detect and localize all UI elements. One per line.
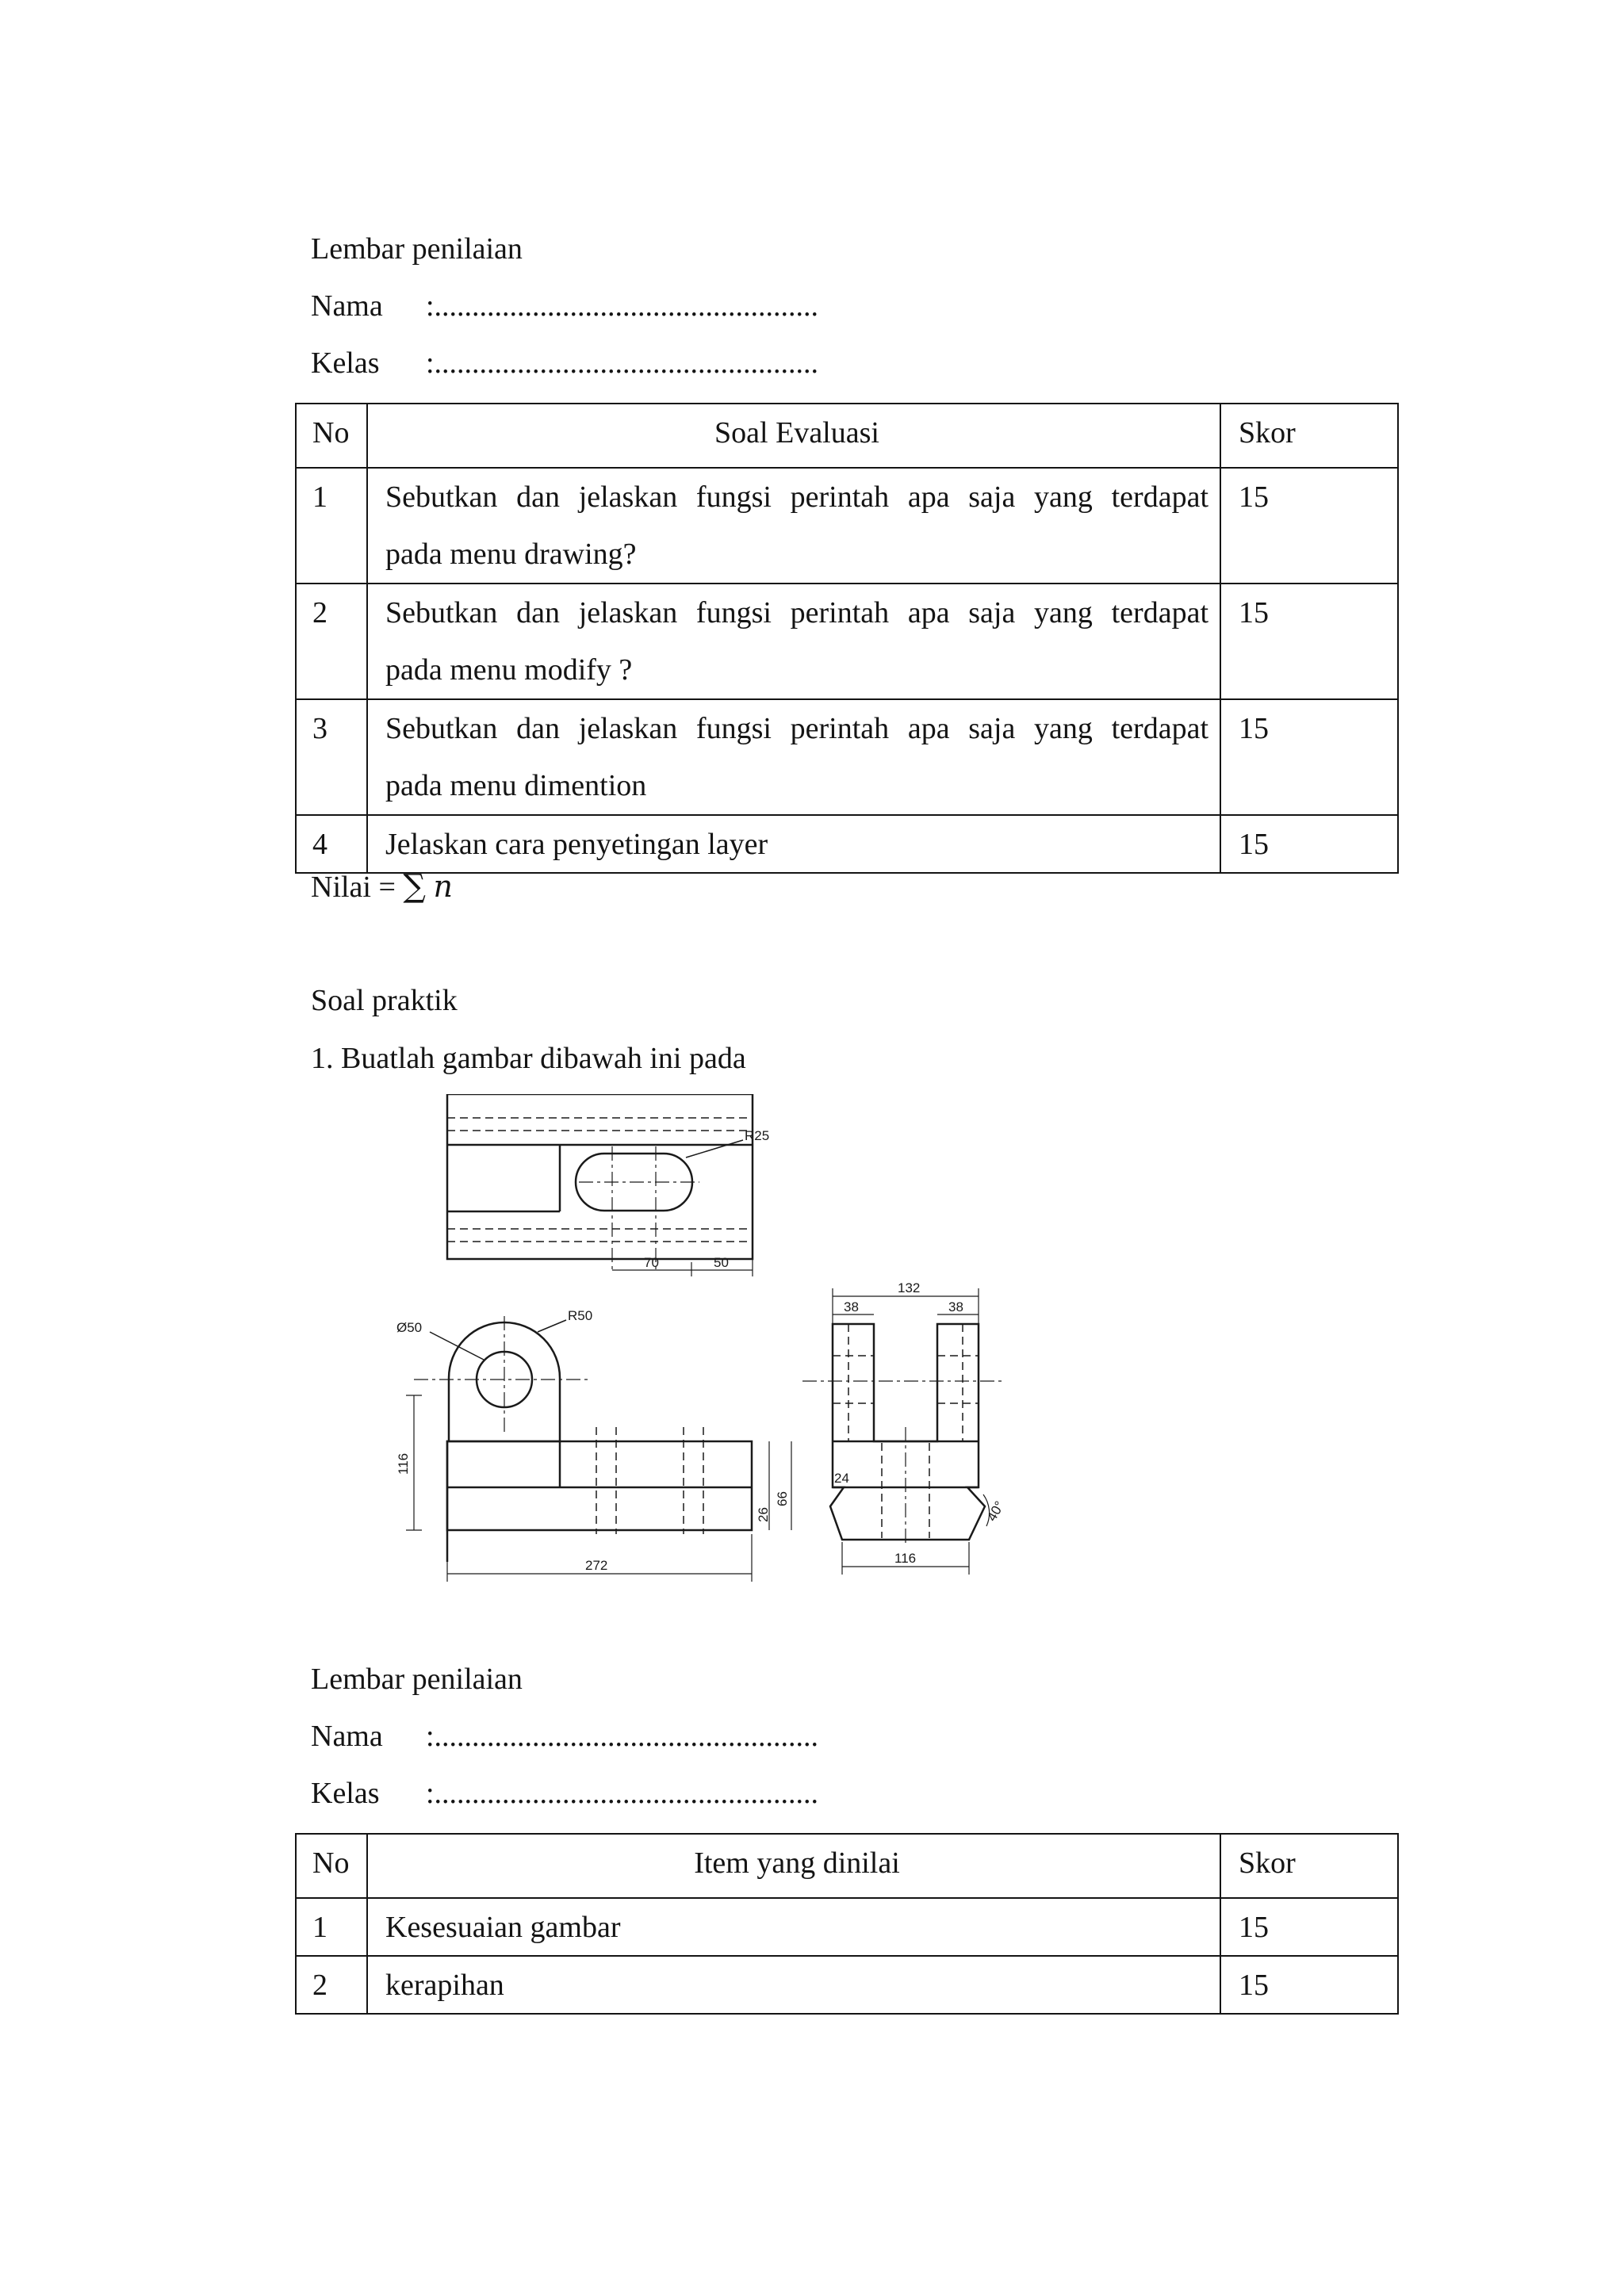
label-66: 66 — [775, 1491, 790, 1506]
nama-field[interactable]: :................................................... — [426, 289, 819, 323]
row-question: Jelaskan cara penyetingan layer — [367, 815, 1220, 873]
row-score: 15 — [1220, 1898, 1398, 1956]
side-view — [802, 1280, 1007, 1575]
question-line1: Sebutkan dan jelaskan fungsi perintah apa saja yang terdapat — [385, 596, 1208, 629]
question-line1: Sebutkan dan jelaskan fungsi perintah apa saja yang terdapat — [385, 480, 1208, 514]
question-line2: pada menu modify ? — [385, 653, 633, 687]
table-row — [296, 468, 1398, 584]
nama-label: Nama — [311, 289, 383, 323]
label-272: 272 — [585, 1558, 608, 1573]
question-line2: pada menu drawing? — [385, 538, 637, 571]
table-header-row — [296, 404, 1398, 468]
question-line1: Sebutkan dan jelaskan fungsi perintah apa saja yang terdapat — [385, 712, 1208, 745]
section1-title: Lembar penilaian — [311, 232, 523, 266]
label-26: 26 — [756, 1507, 771, 1522]
row-no: 1 — [296, 468, 367, 584]
table-row — [296, 584, 1398, 699]
label-24: 24 — [834, 1471, 849, 1486]
praktik-item-1: 1. Buatlah gambar dibawah ini pada — [311, 1042, 746, 1075]
nama-row-2 — [311, 1719, 818, 1754]
row-no: 4 — [296, 815, 367, 873]
top-view — [447, 1094, 769, 1276]
label-r25: R25 — [745, 1128, 770, 1143]
nilai-formula — [311, 869, 453, 905]
header-no: No — [296, 1834, 367, 1898]
row-score: 15 — [1220, 468, 1398, 584]
label-o50: Ø50 — [396, 1320, 423, 1335]
nama-row — [311, 289, 818, 323]
row-question — [367, 699, 1220, 815]
header-no: No — [296, 404, 367, 468]
row-score: 15 — [1220, 699, 1398, 815]
nama-label: Nama — [311, 1720, 383, 1753]
header-skor: Skor — [1220, 404, 1398, 468]
nilai-label: Nilai = — [311, 871, 404, 904]
kelas-label: Kelas — [311, 346, 380, 380]
nilai-variable: n — [433, 869, 453, 904]
row-no: 2 — [296, 584, 367, 699]
label-116-horizontal: 116 — [894, 1551, 917, 1566]
row-item: Kesesuaian gambar — [367, 1898, 1220, 1956]
front-view — [396, 1308, 791, 1582]
kelas-row — [311, 346, 818, 381]
table-row — [296, 815, 1398, 873]
kelas-label: Kelas — [311, 1777, 380, 1810]
row-score: 15 — [1220, 584, 1398, 699]
label-70: 70 — [644, 1255, 659, 1270]
table-row — [296, 699, 1398, 815]
evaluation-table — [295, 403, 1399, 874]
section2-title: Lembar penilaian — [311, 1663, 523, 1696]
row-no: 2 — [296, 1956, 367, 2014]
row-no: 3 — [296, 699, 367, 815]
row-question — [367, 468, 1220, 584]
sigma-symbol: ∑ — [403, 868, 426, 905]
technical-drawing — [390, 1094, 1025, 1601]
header-soal: Soal Evaluasi — [367, 404, 1220, 468]
kelas-field[interactable]: :................................................... — [426, 346, 819, 380]
nama-field-2[interactable]: :................................................... — [426, 1720, 819, 1753]
label-38-left: 38 — [844, 1299, 859, 1314]
label-132: 132 — [898, 1280, 921, 1295]
label-50: 50 — [714, 1255, 729, 1270]
practice-table — [295, 1833, 1399, 2015]
header-skor: Skor — [1220, 1834, 1398, 1898]
label-116-vertical: 116 — [396, 1452, 411, 1475]
header-item: Item yang dinilai — [367, 1834, 1220, 1898]
table-row — [296, 1898, 1398, 1956]
kelas-row-2 — [311, 1776, 818, 1811]
row-question — [367, 584, 1220, 699]
question-line2: pada menu dimention — [385, 769, 647, 802]
row-score: 15 — [1220, 815, 1398, 873]
row-no: 1 — [296, 1898, 367, 1956]
kelas-field-2[interactable]: :................................................... — [426, 1777, 819, 1810]
row-score: 15 — [1220, 1956, 1398, 2014]
label-38-right: 38 — [948, 1299, 963, 1314]
label-40-degree: 40° — [984, 1498, 1008, 1524]
table-row — [296, 1956, 1398, 2014]
label-r50: R50 — [568, 1308, 593, 1323]
praktik-title: Soal praktik — [311, 984, 458, 1017]
table-header-row — [296, 1834, 1398, 1898]
row-item: kerapihan — [367, 1956, 1220, 2014]
